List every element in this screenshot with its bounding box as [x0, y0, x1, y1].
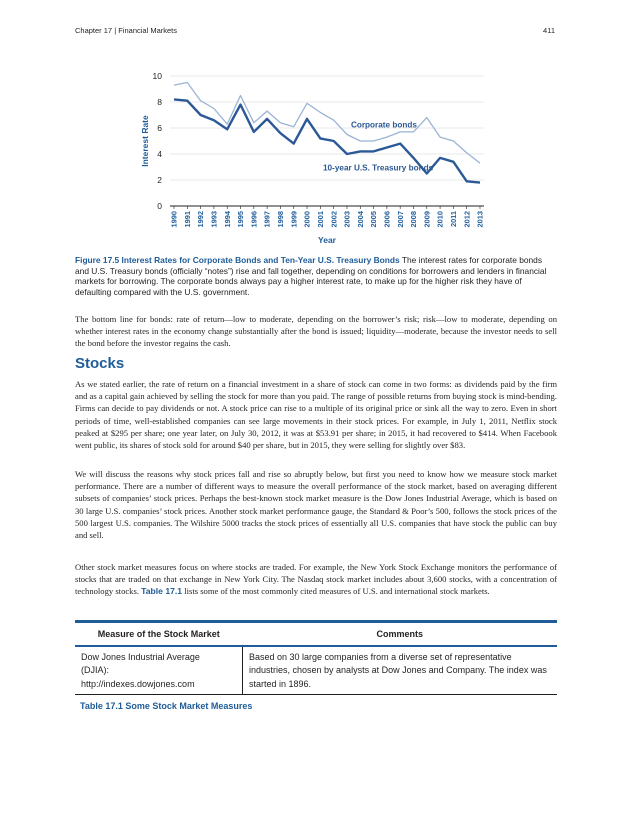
x-tick-label: 2008: [409, 211, 419, 228]
y-tick-label: 4: [157, 149, 162, 159]
x-tick-label: 2006: [382, 211, 392, 228]
x-tick-label: 1996: [249, 211, 259, 228]
x-tick-label: 2002: [329, 211, 339, 228]
interest-rate-line-chart: [130, 64, 500, 244]
x-tick-label: 1992: [196, 211, 206, 228]
table-caption: Table 17.1 Some Stock Market Measures: [80, 701, 253, 711]
x-tick-label: 1995: [236, 211, 246, 228]
measure-url-link[interactable]: http://indexes.dowjones.com: [81, 678, 195, 689]
page-number: 411: [543, 26, 555, 35]
y-tick-label: 10: [152, 71, 162, 81]
stocks-paragraph-3-text-end: lists some of the most commonly cited measures of U.S. and international stock markets.: [184, 586, 490, 597]
x-tick-label: 1994: [222, 211, 232, 228]
table-header-measure: Measure of the Stock Market: [75, 622, 243, 646]
stocks-paragraph-2: We will discuss the reasons why stock prices fall and rise so abruptly below, but first you need to know how we measure stock market performance. There are a number of different ways to measure the overall performance of the stock market, based on averaging different subsets of companies’ stock prices. Perhaps the best-known stock market measure is the Dow Jones Industrial Average, which is based on 30 large U.S. companies’ stock prices. Another stock market performance gauge, the Standard & Poor’s 500, follows the stock prices of the 500 largest U.S. companies. The Wilshire 5000 tracks the stock prices of essentially all U.S. companies that have stock the public can buy and sell.: [75, 469, 557, 541]
x-tick-label: 2001: [315, 211, 325, 228]
table-cell-measure: [75, 646, 243, 695]
y-tick-label: 6: [157, 123, 162, 133]
x-tick-label: 2009: [422, 211, 432, 228]
figure-caption-label: Figure 17.5 Interest Rates for Corporate Bonds and Ten-Year U.S. Treasury Bonds: [75, 255, 400, 265]
x-tick-label: 2005: [369, 211, 379, 228]
table-header-row: [75, 622, 557, 646]
stocks-paragraph-1: As we stated earlier, the rate of return on a financial investment in a share of stock can come in two forms: as dividends paid by the firm and as a capital gain achieved by selling the stock for more than you paid. The range of possible returns from buying stock is mind-bending. Firms can decide to pay dividends or not. A stock price can rise to a multiple of its original price or sink all the way to zero. Even in short periods of time, well-established companies can see large movements in their stock prices. For example, in July 1, 2011, Netflix stock peaked at $295 per share; one year later, on July 30, 2012, it was at $53.91 per share; in 2015, it had recovered to $414. When Facebook went public, its shares of stock sold for around $40 per share, but in 2015, they were selling for slightly over $83.: [75, 379, 557, 451]
stocks-paragraph-3-text: Other stock market measures focus on where stocks are traded. For example, the New York Stock Exchange monitors the performance of stocks that are traded on that exchange in New York City. The Nasdaq stock market includes about 3,600 stocks, with a concentration of technology stocks.: [75, 562, 557, 597]
y-axis-title: Interest Rate: [140, 115, 150, 167]
x-axis-title: Year: [318, 235, 336, 244]
measure-name: Dow Jones Industrial Average: [81, 651, 200, 662]
x-tick-label: 1998: [276, 211, 286, 228]
x-tick-label: 2010: [435, 211, 445, 228]
x-tick-label: 2003: [342, 211, 352, 228]
series-label-corporate: Corporate bonds: [350, 120, 417, 130]
table-row: [75, 646, 557, 695]
section-heading-stocks: Stocks: [75, 355, 125, 372]
stock-market-measures-table: [75, 620, 557, 695]
series-line-0: [174, 83, 480, 164]
table-reference-link[interactable]: Table 17.1: [141, 586, 183, 597]
figure-caption-text: The interest rates for corporate bonds and U.S. Treasury bonds (officially “notes”) rise and fall together, depending on conditions for borrowers and lenders in financial markets for borrowing. The corporate bonds always pay a higher interest rate, to make up for the higher risk they have of defaulting compared with the U.S. government.: [75, 255, 547, 297]
chart-labels: [140, 71, 485, 244]
x-tick-label: 2012: [462, 211, 472, 228]
x-tick-label: 1999: [289, 211, 299, 228]
stocks-paragraph-3: [75, 561, 557, 598]
chart-axes: [170, 206, 484, 209]
x-tick-label: 2011: [448, 211, 458, 228]
series-label-treasury: 10-year U.S. Treasury bonds: [323, 163, 434, 173]
chart-gridlines: [170, 76, 484, 206]
x-tick-label: 2007: [395, 211, 405, 228]
y-tick-label: 2: [157, 175, 162, 185]
x-tick-label: 2000: [302, 211, 312, 228]
measure-abbrev: (DJIA):: [81, 665, 109, 675]
x-tick-label: 1991: [182, 211, 192, 228]
x-tick-label: 2013: [475, 211, 485, 228]
table-cell-comment: Based on 30 large companies from a diverse set of representative industries, chosen by analysts at Dow Jones and Company. The index was started in 1896.: [243, 646, 558, 695]
running-header-chapter: Chapter 17 | Financial Markets: [75, 26, 177, 35]
x-tick-label: 1997: [262, 211, 272, 228]
bonds-bottom-line-paragraph: The bottom line for bonds: rate of return—low to moderate, depending on the borrower’s risk; risk—low to moderate, depending on whether interest rates in the economy change substantially after the bond is issued; liquidity—moderate, because the investor needs to sell the bond before the investor regains the cash.: [75, 314, 557, 349]
x-tick-label: 1990: [169, 211, 179, 228]
y-tick-label: 0: [157, 201, 162, 211]
x-tick-label: 1993: [209, 211, 219, 228]
x-tick-label: 2004: [355, 211, 365, 228]
y-tick-label: 8: [157, 97, 162, 107]
figure-caption: [75, 255, 557, 297]
table-header-comments: Comments: [243, 622, 558, 646]
